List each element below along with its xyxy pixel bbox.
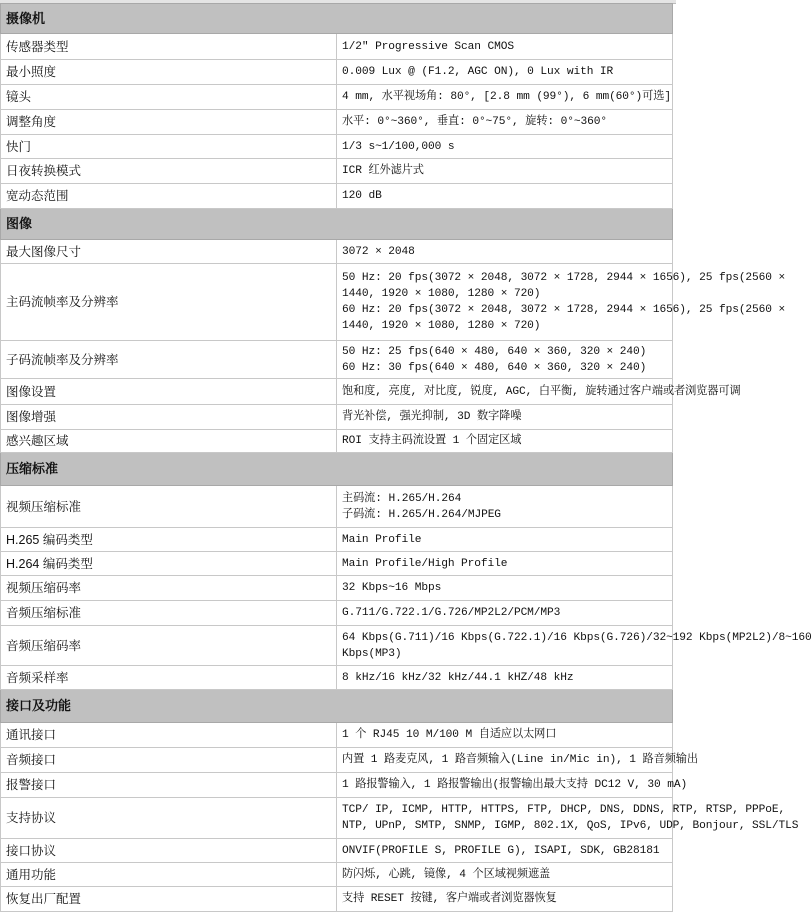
spec-row [1, 110, 673, 135]
spec-row [1, 184, 673, 209]
spec-table [0, 3, 812, 912]
spec-label: H.264 编码类型 [1, 552, 337, 576]
spec-row [1, 264, 673, 341]
spec-value [337, 748, 698, 773]
spec-value-line: 子码流: H.265/H.264/MJPEG [342, 508, 501, 521]
spec-label: 视频压缩标准 [1, 486, 337, 528]
spec-value [337, 379, 741, 405]
spec-row [1, 60, 673, 85]
section-header [1, 209, 673, 240]
spec-value-line: 4 mm, 水平视场角: 80°, [2.8 mm (99°), 6 mm(60°)可选] [342, 91, 671, 103]
spec-value-line: 64 Kbps(G.711)/16 Kbps(G.722.1)/16 Kbps(G.726)/32~192 Kbps(MP2L2)/8~160 [342, 631, 812, 644]
spec-value-line: G.711/G.722.1/G.726/MP2L2/PCM/MP3 [342, 607, 561, 619]
spec-label: 最小照度 [1, 60, 337, 85]
spec-label: 恢复出厂配置 [1, 887, 337, 912]
spec-value-line: 1/3 s~1/100,000 s [342, 140, 455, 153]
section-title: 摄像机 [1, 4, 673, 34]
spec-row [1, 863, 673, 887]
section-header [1, 453, 673, 486]
spec-value [337, 60, 673, 85]
spec-row [1, 85, 673, 110]
spec-value [337, 34, 673, 60]
spec-row [1, 723, 673, 748]
spec-value [337, 863, 673, 887]
spec-row [1, 626, 673, 666]
spec-value-line: 水平: 0°~360°, 垂直: 0°~75°, 旋转: 0°~360° [342, 116, 607, 128]
spec-value [337, 85, 673, 110]
spec-value-line: TCP/ IP, ICMP, HTTP, HTTPS, FTP, DHCP, DNS, DDNS, RTP, RTSP, PPPoE, [342, 804, 786, 816]
spec-row [1, 887, 673, 912]
spec-label: 图像增强 [1, 405, 337, 430]
spec-label: 音频压缩标准 [1, 601, 337, 626]
section-title: 图像 [1, 209, 673, 240]
spec-label: 子码流帧率及分辨率 [1, 341, 337, 379]
spec-value [337, 405, 673, 430]
spec-label: H.265 编码类型 [1, 528, 337, 552]
spec-value [337, 135, 673, 159]
spec-value-line: ROI 支持主码流设置 1 个固定区域 [342, 435, 522, 447]
spec-label: 视频压缩码率 [1, 576, 337, 601]
spec-value-line: 1440, 1920 × 1080, 1280 × 720) [342, 288, 541, 300]
spec-value-line: Main Profile [342, 533, 422, 546]
spec-value [337, 184, 673, 209]
spec-value [337, 723, 673, 748]
spec-value-line: 60 Hz: 30 fps(640 × 480, 640 × 360, 320 × 240) [342, 361, 647, 374]
spec-label: 音频接口 [1, 748, 337, 773]
spec-row [1, 666, 673, 690]
spec-value [337, 552, 673, 576]
spec-value-line: 50 Hz: 20 fps(3072 × 2048, 3072 × 1728, 2944 × 1656), 25 fps(2560 × [342, 272, 786, 284]
spec-value-line: 饱和度, 亮度, 对比度, 锐度, AGC, 白平衡, 旋转通过客户端或者浏览器可调 [342, 385, 741, 398]
spec-label: 通用功能 [1, 863, 337, 887]
spec-label: 通讯接口 [1, 723, 337, 748]
spec-row [1, 486, 673, 528]
spec-value [337, 773, 688, 798]
spec-label: 调整角度 [1, 110, 337, 135]
spec-value-line: 背光补偿, 强光抑制, 3D 数字降噪 [342, 411, 522, 423]
section-header [1, 690, 673, 723]
section-title: 压缩标准 [1, 453, 673, 486]
spec-value-line: 1440, 1920 × 1080, 1280 × 720) [342, 320, 541, 332]
spec-value-line: 支持 RESET 按键, 客户端或者浏览器恢复 [342, 893, 557, 905]
spec-label: 音频压缩码率 [1, 626, 337, 666]
spec-value-line: 120 dB [342, 190, 382, 202]
spec-value-line: 8 kHz/16 kHz/32 kHz/44.1 kHZ/48 kHz [342, 671, 574, 684]
spec-row [1, 159, 673, 184]
spec-value [337, 798, 799, 839]
spec-value [337, 666, 673, 690]
spec-value-line: 60 Hz: 20 fps(3072 × 2048, 3072 × 1728, 2944 × 1656), 25 fps(2560 × [342, 304, 786, 316]
spec-value-line: ICR 红外滤片式 [342, 165, 424, 177]
spec-value [337, 486, 673, 528]
spec-value [337, 159, 673, 184]
spec-label: 支持协议 [1, 798, 337, 839]
spec-row [1, 552, 673, 576]
spec-row [1, 34, 673, 60]
spec-row [1, 748, 673, 773]
spec-value-line: 主码流: H.265/H.264 [342, 492, 462, 505]
spec-value [337, 887, 673, 912]
spec-value [337, 430, 673, 453]
spec-value-line: Kbps(MP3) [342, 647, 402, 660]
spec-row [1, 601, 673, 626]
spec-row [1, 430, 673, 453]
spec-value [337, 839, 673, 863]
spec-row [1, 839, 673, 863]
section-header [1, 4, 673, 34]
spec-value [337, 528, 673, 552]
spec-row [1, 773, 673, 798]
spec-label: 宽动态范围 [1, 184, 337, 209]
spec-value-line: 50 Hz: 25 fps(640 × 480, 640 × 360, 320 × 240) [342, 345, 647, 358]
spec-value-line: Main Profile/High Profile [342, 557, 508, 570]
spec-value [337, 341, 673, 379]
spec-value-line: 防闪烁, 心跳, 镜像, 4 个区域视频遮盖 [342, 868, 551, 881]
spec-value-line: 3072 × 2048 [342, 245, 415, 258]
spec-label: 图像设置 [1, 379, 337, 405]
spec-row [1, 405, 673, 430]
spec-value-line: 1/2" Progressive Scan CMOS [342, 40, 514, 53]
spec-value-line: 0.009 Lux @ (F1.2, AGC ON), 0 Lux with IR [342, 66, 614, 78]
spec-value [337, 601, 673, 626]
spec-value-line: 1 个 RJ45 10 M/100 M 自适应以太网口 [342, 729, 557, 741]
spec-label: 传感器类型 [1, 34, 337, 60]
spec-value [337, 110, 673, 135]
spec-value [337, 240, 673, 264]
spec-row [1, 576, 673, 601]
spec-value-line: 内置 1 路麦克风, 1 路音频输入(Line in/Mic in), 1 路音频输出 [342, 754, 698, 766]
spec-label: 音频采样率 [1, 666, 337, 690]
spec-row [1, 528, 673, 552]
spec-value-line: 32 Kbps~16 Mbps [342, 582, 442, 594]
spec-value-line: NTP, UPnP, SMTP, SNMP, IGMP, 802.1X, QoS, IPv6, UDP, Bonjour, SSL/TLS [342, 820, 799, 832]
spec-row [1, 240, 673, 264]
spec-value [337, 576, 673, 601]
spec-label: 快门 [1, 135, 337, 159]
spec-label: 主码流帧率及分辨率 [1, 264, 337, 341]
spec-label: 镜头 [1, 85, 337, 110]
spec-row [1, 341, 673, 379]
spec-label: 接口协议 [1, 839, 337, 863]
spec-value-line: 1 路报警输入, 1 路报警输出(报警输出最大支持 DC12 V, 30 mA) [342, 779, 688, 791]
spec-label: 日夜转换模式 [1, 159, 337, 184]
spec-value [337, 626, 812, 666]
section-title: 接口及功能 [1, 690, 673, 723]
spec-value-line: ONVIF(PROFILE S, PROFILE G), ISAPI, SDK, GB28181 [342, 844, 660, 857]
spec-value [337, 264, 786, 341]
spec-row [1, 135, 673, 159]
spec-row [1, 798, 673, 839]
spec-label: 报警接口 [1, 773, 337, 798]
spec-label: 最大图像尺寸 [1, 240, 337, 264]
spec-row [1, 379, 673, 405]
spec-label: 感兴趣区域 [1, 430, 337, 453]
